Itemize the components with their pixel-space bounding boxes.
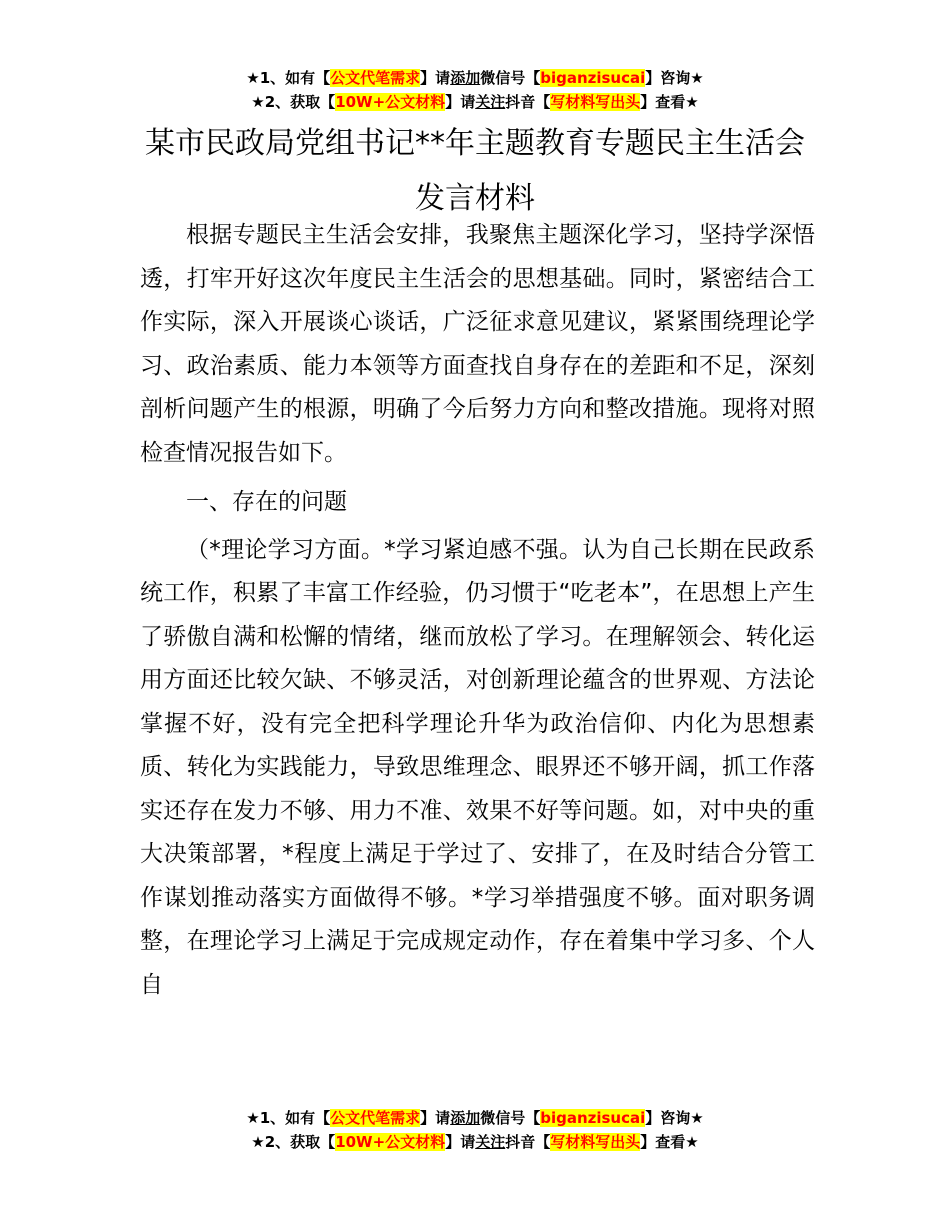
banner-text: 】咨询★ <box>645 1109 704 1127</box>
banner-text: 抖音【 <box>505 1133 551 1151</box>
paragraph-theory-study: （*理论学习方面。*学习紧迫感不强。认为自己长期在民政系统工作，积累了丰富工作经验，仍习惯于“吃老本”，在思想上产生了骄傲自满和松懈的情绪，继而放松了学习。在理解领会、转化运用方面还比较欠缺、不够灵活，对创新理论蕴含的世界观、方法论掌握不好，没有完全把科学理论升华为政治信仰、内化为思想素质、转化为实践能力，导致思维理念、眼界还不够开阔，抓工作落实还存在发力不够、用力不准、效果不好等问题。如，对中央的重大决策部署，*程度上满足于学过了、安排了，在及时结合分管工作谋划推动落实方面做得不够。*学习举措强度不够。面对职务调整，在理论学习上满足于完成规定动作，存在着集中学习多、个人自 <box>140 536 815 998</box>
underlined-text: 添加 <box>450 69 481 87</box>
section-heading: 一、存在的问题 <box>186 489 347 515</box>
highlight-text: 公文代笔需求 <box>330 69 421 87</box>
banner-text: ★1、如有【 <box>246 69 331 87</box>
banner-line-2 <box>0 90 950 114</box>
wechat-id: biganzisucai <box>540 69 646 87</box>
banner-text: 】查看★ <box>640 1133 699 1151</box>
banner-text: 微信号【 <box>480 1109 541 1127</box>
underlined-text: 关注 <box>475 1133 506 1151</box>
document-body <box>140 214 815 1007</box>
banner-text: 】请 <box>420 69 451 87</box>
douyin-account: 写材料写出头 <box>550 1133 641 1151</box>
banner-text: ★2、获取【 <box>251 1133 336 1151</box>
banner-text: 抖音【 <box>505 93 551 111</box>
banner-text: 】请 <box>420 1109 451 1127</box>
promo-banner-bottom <box>0 1106 950 1154</box>
wechat-id: biganzisucai <box>540 1109 646 1127</box>
banner-line-2 <box>0 1130 950 1154</box>
banner-text: ★1、如有【 <box>246 1109 331 1127</box>
underlined-text: 添加 <box>450 1109 481 1127</box>
promo-banner-top <box>0 66 950 114</box>
underlined-text: 关注 <box>475 93 506 111</box>
banner-text: 】查看★ <box>640 93 699 111</box>
banner-text: 】咨询★ <box>645 69 704 87</box>
banner-line-1 <box>0 66 950 90</box>
highlight-text: 10W+公文材料 <box>335 1133 446 1151</box>
banner-text: ★2、获取【 <box>251 93 336 111</box>
highlight-text: 10W+公文材料 <box>335 93 446 111</box>
banner-line-1 <box>0 1106 950 1130</box>
douyin-account: 写材料写出头 <box>550 93 641 111</box>
banner-text: 微信号【 <box>480 69 541 87</box>
paragraph-intro: 根据专题民主生活会安排，我聚焦主题深化学习，坚持学深悟透，打牢开好这次年度民主生活会的思想基础。同时，紧密结合工作实际，深入开展谈心谈话，广泛征求意见建议，紧紧围绕理论学习、政治素质、能力本领等方面查找自身存在的差距和不足，深刻剖析问题产生的根源，明确了今后努力方向和整改措施。现将对照检查情况报告如下。 <box>140 222 815 466</box>
highlight-text: 公文代笔需求 <box>330 1109 421 1127</box>
banner-text: 】请 <box>445 1133 476 1151</box>
document-title: 某市民政局党组书记**年主题教育专题民主生活会发言材料 <box>145 126 805 216</box>
banner-text: 】请 <box>445 93 476 111</box>
